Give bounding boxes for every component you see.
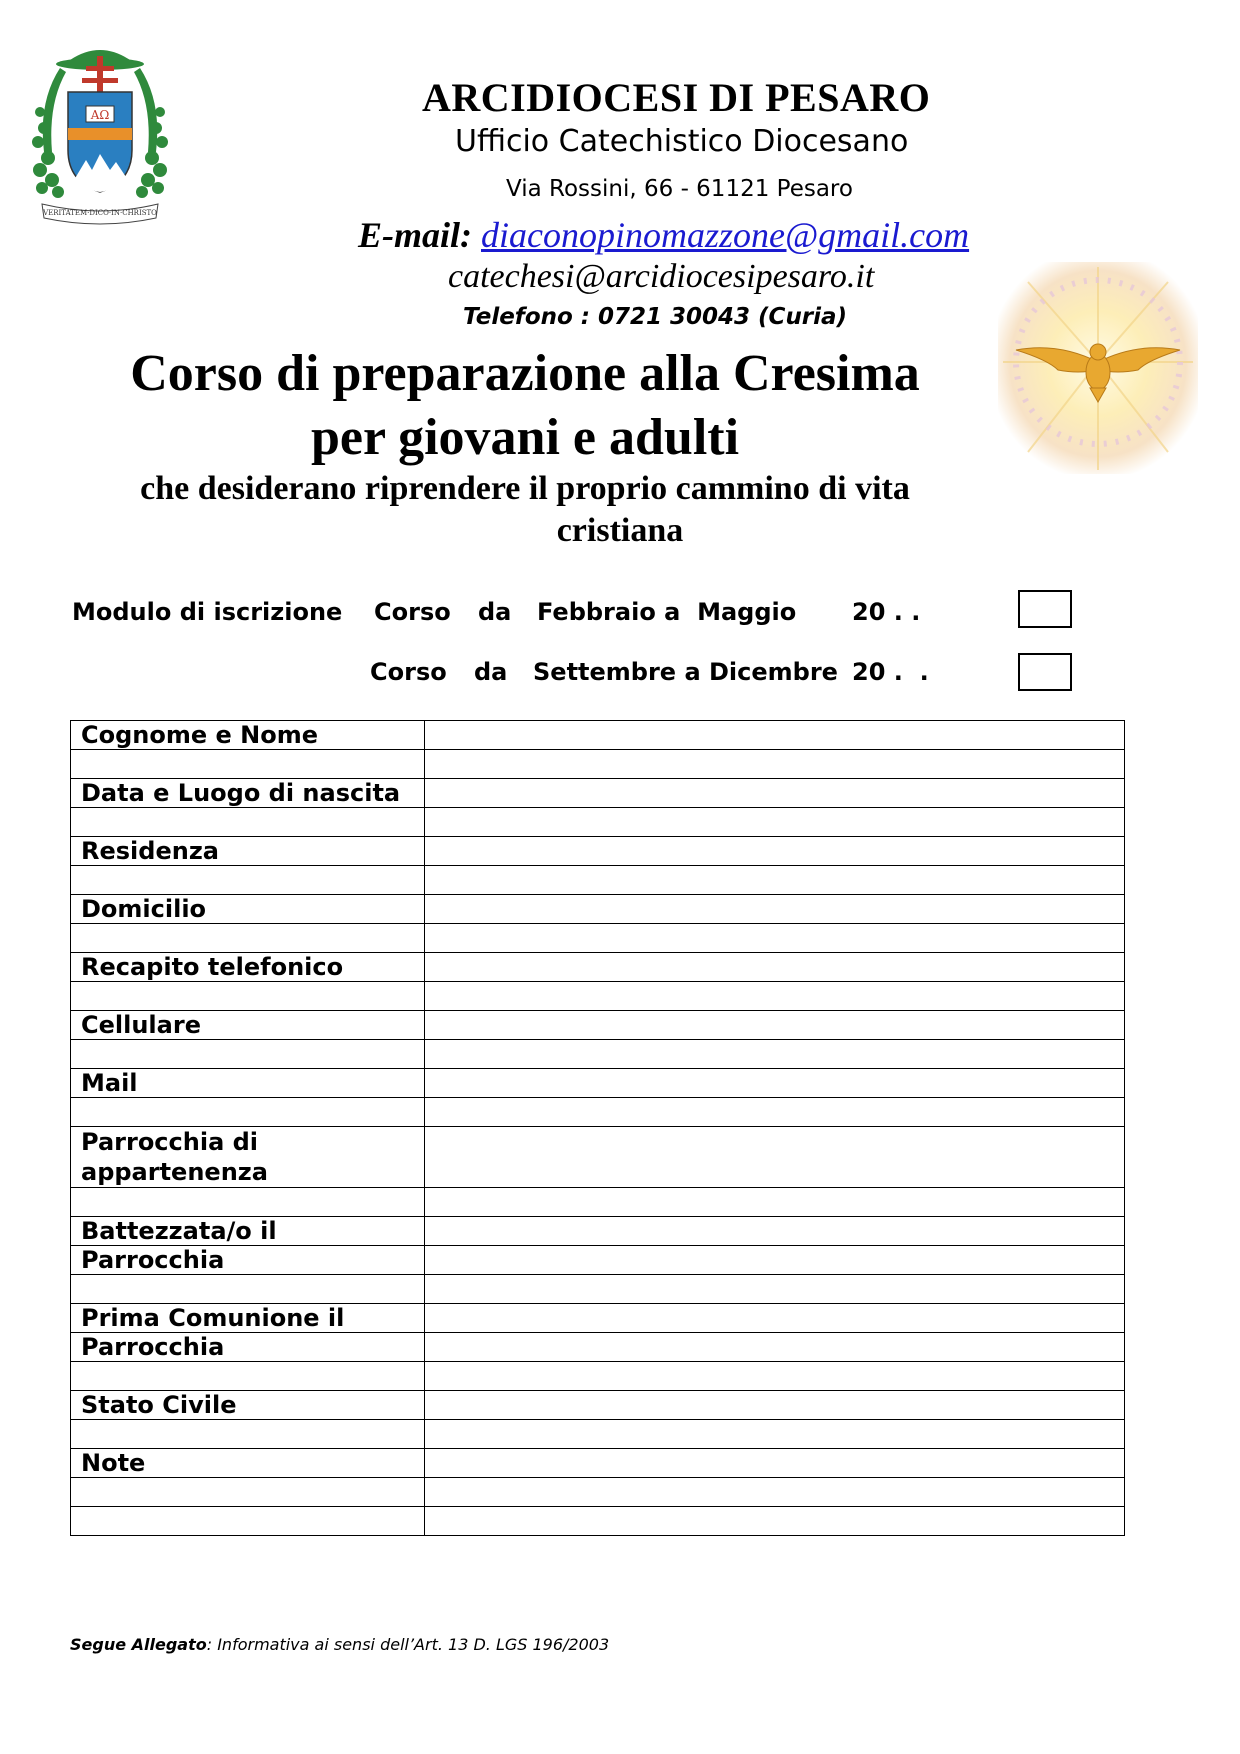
form-row [71,1362,1125,1391]
form-row [71,1449,1125,1478]
form-row [71,953,1125,982]
footer-bold: Segue Allegato [70,1635,207,1654]
form-field-label: Residenza [71,837,425,866]
form-field-label [71,1188,425,1217]
form-field-input[interactable] [425,1304,1125,1333]
form-field-input[interactable] [425,924,1125,953]
form-field-label [71,866,425,895]
form-field-input[interactable] [425,808,1125,837]
form-field-input[interactable] [425,1246,1125,1275]
archdiocese-crest-logo [30,42,170,227]
form-field-label [71,1275,425,1304]
form-field-input[interactable] [425,1011,1125,1040]
form-field-label [71,750,425,779]
form-field-label [71,1362,425,1391]
form-row [71,1040,1125,1069]
form-field-label: Data e Luogo di nascita [71,779,425,808]
course1-period: Febbraio a Maggio [537,598,797,626]
office-name: Ufficio Catechistico Diocesano [455,124,909,159]
organization-name: ARCIDIOCESI DI PESARO [422,75,931,120]
form-row [71,1188,1125,1217]
phone-number: Telefono : 0721 30043 (Curia) [463,304,848,330]
course1-word: Corso [374,598,451,626]
form-field-label: Parrocchia [71,1246,425,1275]
crest-letters: AΩ [90,108,110,122]
form-field-label: Parrocchia [71,1333,425,1362]
form-field-input[interactable] [425,750,1125,779]
email-label: E-mail: [358,215,472,255]
form-field-input[interactable] [425,1040,1125,1069]
form-field-input[interactable] [425,1478,1125,1507]
form-field-label: Mail [71,1069,425,1098]
form-field-input[interactable] [425,1275,1125,1304]
form-field-label: Stato Civile [71,1391,425,1420]
form-field-label: Domicilio [71,895,425,924]
course-subtitle-line1: che desiderano riprendere il proprio cammino di vita [140,470,910,507]
form-field-input[interactable] [425,1449,1125,1478]
form-field-input[interactable] [425,1069,1125,1098]
form-field-input[interactable] [425,1217,1125,1246]
form-field-input[interactable] [425,1391,1125,1420]
form-field-input[interactable] [425,1127,1125,1188]
form-field-label [71,1420,425,1449]
form-row [71,866,1125,895]
form-row [71,1246,1125,1275]
form-row [71,808,1125,837]
form-field-label [71,1507,425,1536]
form-row [71,1478,1125,1507]
form-field-label: Cellulare [71,1011,425,1040]
form-field-label: Battezzata/o il [71,1217,425,1246]
form-row [71,982,1125,1011]
form-field-input[interactable] [425,1098,1125,1127]
form-field-label: Prima Comunione il [71,1304,425,1333]
form-row [71,837,1125,866]
form-row [71,1507,1125,1536]
course-title-line2: per giovani e adulti [310,409,740,466]
form-row [71,779,1125,808]
form-field-label [71,924,425,953]
form-field-input[interactable] [425,1507,1125,1536]
enrollment-label: Modulo di iscrizione [72,598,343,626]
form-field-label: Recapito telefonico [71,953,425,982]
form-row [71,1011,1125,1040]
form-field-input[interactable] [425,721,1125,750]
email-line [358,214,969,256]
form-row [71,750,1125,779]
form-row [71,1391,1125,1420]
course2-da: da [474,658,508,686]
form-row [71,1275,1125,1304]
form-field-input[interactable] [425,1333,1125,1362]
course2-word: Corso [370,658,447,686]
email-primary-link[interactable]: diaconopinomazzone@gmail.com [481,215,970,255]
form-row [71,1420,1125,1449]
form-field-input[interactable] [425,1420,1125,1449]
course-title-line1: Corso di preparazione alla Cresima [130,345,920,402]
form-field-input[interactable] [425,895,1125,924]
form-field-label: Parrocchia di appartenenza [71,1127,425,1188]
form-row [71,1333,1125,1362]
footer-text: : Informativa ai sensi dell’Art. 13 D. LGS 196/2003 [206,1635,610,1654]
form-field-input[interactable] [425,866,1125,895]
form-field-input[interactable] [425,1362,1125,1391]
form-row [71,1069,1125,1098]
crest-motto: VERITATEM·DICO·IN·CHRISTO [43,209,157,217]
form-row [71,721,1125,750]
course2-checkbox[interactable] [1018,653,1072,691]
form-row [71,1127,1125,1188]
footer-note [70,1635,609,1654]
form-row [71,1217,1125,1246]
form-field-label [71,1478,425,1507]
form-field-label [71,982,425,1011]
form-field-input[interactable] [425,1188,1125,1217]
form-row [71,1304,1125,1333]
form-field-input[interactable] [425,953,1125,982]
email-secondary: catechesi@arcidiocesipesaro.it [448,258,875,295]
form-field-label [71,1098,425,1127]
address: Via Rossini, 66 - 61121 Pesaro [506,176,853,202]
form-row [71,924,1125,953]
form-field-input[interactable] [425,837,1125,866]
form-field-input[interactable] [425,982,1125,1011]
form-field-label: Cognome e Nome [71,721,425,750]
course2-period: Settembre a Dicembre [533,658,838,686]
form-field-label [71,1040,425,1069]
form-field-input[interactable] [425,779,1125,808]
course2-year: 20 . . [852,658,929,686]
form-field-label: Note [71,1449,425,1478]
form-field-label [71,808,425,837]
form-row [71,1098,1125,1127]
form-row [71,895,1125,924]
course-subtitle-line2: cristiana [556,512,684,549]
registration-form-table [70,720,1125,1536]
course1-year: 20 . . [852,598,921,626]
course1-da: da [478,598,512,626]
course1-checkbox[interactable] [1018,590,1072,628]
